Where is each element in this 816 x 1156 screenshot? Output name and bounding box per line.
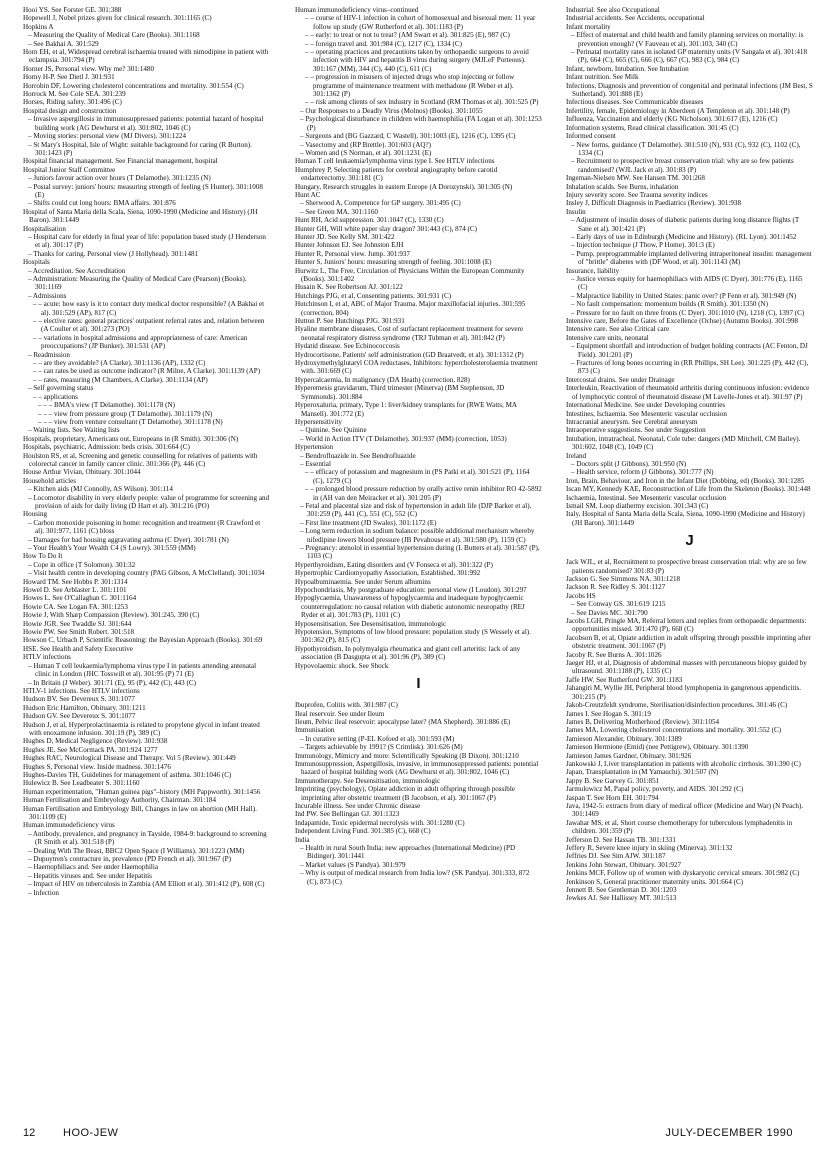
index-entry: Italy, Hospital of Santa Maria della Scala, Siena, 1090-1990 (Medicine and History) (JH Baron). 301:1449 (566, 510, 805, 527)
index-subentry: – Self governing status (28, 384, 94, 393)
index-subentry: – Quinine. See Quinine (300, 426, 367, 435)
index-subentry: – Why is output of medical research from India low? (SK Pandya). 301:333, 872 (C), 873 (C) (300, 869, 530, 886)
index-entry: Jarmulowicz M, Papal policy, poverty, and AIDS. 301:292 (C) (566, 785, 744, 794)
index-entry: Jaspan T. See Horn EH. 301:794 (566, 793, 659, 802)
index-subentry: – Administration: Measuring the Quality of Medical Care (Pearson) (Books). 301:1169 (28, 275, 247, 292)
index-entry: Ischaemia, Intestinal. See Mesenteric vascular occlusion (566, 493, 727, 502)
index-subentry: – Juniors favour action over hours (T Delamothe). 301:1235 (N) (28, 174, 211, 183)
index-entry: Ingeman-Nielsen MW. See Hansen TM. 301:268 (566, 174, 705, 183)
index-subentry: – Hospital care for elderly in final year of life: population based study (J Henderson et al). 301:17 (P) (28, 232, 266, 250)
index-entry: Intubation, intratracheal, Neonatal, Cole tube: dangers (MD Mitchell, CM Bailey). 301:602, 1048 (C), 1049 (C) (566, 434, 801, 452)
index-entry: Howes L. See O'Callaghan C. 301:1164 (23, 594, 137, 603)
index-entry: Human immunodeficiency virus (23, 821, 115, 830)
index-subentry: – Our Responses to a Deadly Virus (Molnos) (Books). 301:1055 (300, 106, 483, 115)
index-subentry: – See Davies MC. 301:790 (571, 608, 648, 617)
index-subentry: – Impact of HIV on tuberculosis in Zambia (AM Elliott et al). 301:412 (P), 608 (C) (28, 880, 265, 889)
index-entry: Imprinting (psychology), Opiate addiction in adult offspring through possible imprinting after obstetric treatment (B Jacobson, et al). 301:1067 (P) (295, 785, 515, 802)
index-subentry: – Thanks for caring. Personal view (J Hollyhead). 301:1481 (28, 249, 199, 258)
index-column-2 (295, 6, 542, 886)
index-entry: Houlston RS, et al, Screening and genetic counselling for relatives of patients with colorectal cancer in family cancer clinic. 301:366 (P), 446 (C) (23, 451, 258, 468)
index-entry: Ileum, Pelvic ileal reservoir: apocalypse later? (MA Shepherd). 301:886 (E) (295, 717, 511, 726)
index-entry: Howie CA. See Logan FA. 301:1253 (23, 602, 128, 611)
index-entry: Hypoalbuminaemia. See under Serum albumins (295, 577, 431, 586)
index-subentry: – – course of HIV-1 infection in cohort of homosexual and bisexual men: 11 year follow up study (GW Rutherford et al). 301:1183 (P) (305, 14, 536, 31)
index-entry: Human experimentation, "Human guinea pigs"–history (MH Pappworth). 301:1456 (23, 787, 261, 796)
index-entry: Jefferson D. See Hassan TB. 301:1331 (566, 835, 676, 844)
index-entry: Hyperemesis gravidarum, Third trimester (Minerva) (BM Stephenson, JD Symmonds). 301:884 (295, 384, 505, 401)
index-entry: Hunter R, Personal view. Jump. 301:937 (295, 249, 410, 258)
index-entry: Hyposensitisation. See Desensitisation, immunologic (295, 619, 447, 628)
index-entry: Insurance, liability (566, 266, 620, 275)
index-subentry: – Carbon monoxide poisoning in home: recognition and treatment (R Crawford et al). 301:977, 1161 (C) bloss (28, 518, 261, 536)
index-entry: Jackson R. See Ridley S. 301:1127 (566, 583, 666, 592)
index-subentry: – Antibody, prevalence, and pregnancy in Tayside, 1984-9: background to screening (R Smith et al). 301:518 (P) (28, 829, 267, 847)
index-entry: Hyaline membrane diseases, Cost of surfactant replacement treatment for severe neonatal respiratory distress syndrome (TRJ Tubman et al). 301:842 (P) (295, 325, 524, 342)
index-entry: Howel D. See Arblaster L. 301:1101 (23, 586, 127, 595)
index-subentry: – – operating practices and precautions taken by orthopaedic surgeons to avoid infection with HIV and hepatitis B virus during surgery (MJLeF Porteous). 301:167 (MM), 344 (C), 440 (C), 611 (C) (305, 48, 529, 73)
index-entry: Jamieson Alexander, Obituary. 301:1389 (566, 734, 682, 743)
index-entry: Hospital design and construction (23, 106, 117, 115)
index-entry: Injury severity score. See Trauma severity indices (566, 190, 708, 199)
index-entry: Hunter S, Juniors' hours: measuring strength of feeling. 301:1008 (E) (295, 258, 492, 267)
page-footer (23, 1125, 793, 1141)
index-subentry: – Effect of maternal and child health and family planning services on mortality: is prevention enough? (V Fauveau et al). 301:103, 340 (C) (571, 31, 804, 48)
index-subentry: – Psychological disturbance in children with haemophilia (FA Logan et al). 301:1253 (P) (300, 115, 542, 132)
index-entry: Hulewicz B. See Leadbeater S. 301:1160 (23, 779, 140, 788)
page-number: 12 (23, 1127, 36, 1139)
section-letter: J (685, 532, 694, 550)
index-entry: Jamieson Hermione (Emid) (nee Pettigrew), Obituary. 301:1390 (566, 743, 749, 752)
index-subentry: – – variations in hospital admissions and appropriateness of care: American preoccupations? (JP Bunker). 301:531 (AP) (33, 333, 248, 351)
index-subentry: – Injection technique (J Thow, P Home). 301:3 (E) (571, 241, 715, 250)
index-entry: Jenkins John Stewart, Obituary. 301:927 (566, 860, 681, 869)
index-subentry: – – elective rates: general practices' outpatient referral rates and, relation between (A Coulter et al). 301:273 (PO) (33, 317, 265, 334)
index-subentry: – Malpractice liability in United States: panic over? (P Fenn et al). 301:949 (N) (571, 291, 797, 300)
index-entry: Hutchinson I, et al, ABC of Major Trauma. Major maxillofacial injuries. 301:595 (correction, 804) (295, 300, 526, 317)
index-entry: Hospital Junior Staff Committee (23, 165, 116, 174)
index-entry: Hypertension (295, 443, 334, 452)
index-subentry: – Fractures of long bones occurring in (RR Phillips, SH Lee). 301:225 (P), 442 (C), 873 (C) (571, 359, 809, 376)
index-entry: Horner JS, Personal view. Why me? 301:1480 (23, 64, 155, 73)
index-entry: Infections, Diagnosis and prevention of congenital and perinatal infections (JM Best, S Sutherland). 301:888 (E) (566, 81, 813, 99)
index-subentry: – – risk among clients of sex industry in Scotland (RM Thomas et al). 301:525 (P) (305, 98, 539, 107)
index-entry: Horrock M. See Cole SEA. 301:239 (23, 90, 126, 99)
index-subentry: – Locomotor disability in very elderly people: value of programme for screening and provision of aids for daily living (D Hart et al). 301:216 (PO) (28, 493, 270, 510)
index-subentry: – World in Action ITV (T Delamothe). 301:937 (MM) (correction, 1053) (300, 434, 507, 443)
index-entry: Hospitalisation (23, 224, 66, 233)
index-subentry: – Equipment shortfall and introduction of budget holding contracts (AC Fenton, DJ Field). 301:201 (P) (571, 342, 808, 359)
index-entry: Husain K. See Robertson AJ. 301:122 (295, 283, 403, 292)
index-entry: Hopewell J, Nobel prizes given for clinical research. 301:1165 (C) (23, 14, 212, 23)
index-entry: James B, Delivering Motherhood (Review). 301:1054 (566, 717, 720, 726)
index-subentry: – Adjustment of insulin doses of diabetic patients during long distance flights (T Sane et al). 301:421 (P) (571, 216, 800, 233)
index-subentry: – Dupuytren's contracture in, prevalence (PD French et al). 301:967 (P) (28, 855, 231, 864)
index-entry: Jeffery R, Severe knee injury in skiing (Minerva). 301:132 (566, 844, 733, 852)
index-subentry: – Women and (S Norman, et al). 301:1231 (E) (300, 148, 432, 157)
index-entry: Household articles (23, 476, 76, 485)
index-entry: Hughes D, Medical Negligence (Review). 301:938 (23, 737, 168, 746)
index-entry: Hyperthyroidism, Eating disorders and (V Fonseca et al). 301:322 (P) (295, 560, 493, 569)
index-subentry: – – – view from venture consultant (T Delamothe). 301:1178 (N) (38, 417, 223, 426)
index-entry: Insley J, Difficult Diagnosis in Paediatrics (Review). 301:938 (566, 199, 742, 208)
index-entry: HTLV infections (23, 653, 71, 662)
index-entry: Intercostal drains. See under Drainage (566, 375, 675, 384)
index-entry: Hutton P. See Hutchings PJG. 301:931 (295, 317, 405, 326)
index-subentry: – Pump, preprogrammable implanted delivering intraperitoneal insulin: management of "brittle" diabetes with (DF Wood, et al). 301:1143 (M) (571, 249, 812, 267)
index-entry: Hospitals, psychiatric, Admission: beds crisis. 301:664 (C) (23, 443, 190, 452)
index-entry: Jaeger HJ, et al, Diagnosis of abdominal masses with percutaneous biopsy guided by ultrasound. 301:1188 (P), 1335 (C) (566, 659, 807, 676)
index-subentry: – Fetal and placental size and risk of hypertension in adult life (DJP Barker et al). 301:259 (P), 441 (C), 551 (C), 552 (C) (300, 501, 532, 519)
index-entry: Horny H-P. See Dietl J. 301:931 (23, 73, 115, 82)
index-entry: Java, 1942-5: extracts from diary of medical officer (Medicine and War) (N Peach). 301:1469 (566, 801, 804, 819)
index-entry: Intestines, Ischaemia. See Mesenteric vascular occlusion (566, 409, 727, 418)
index-entry: Hydrocortisone, Patients' self administration (GD Braatvedt, et al). 301:1312 (P) (295, 350, 524, 359)
index-entry: Immunology, Mimicry and more: Scientifically Speaking (B Dixon). 301:1210 (295, 751, 519, 760)
index-entry: Jewkes AJ. See Hallissey MT. 301:513 (566, 894, 677, 903)
index-entry: Independent Living Fund. 301:385 (C), 668 (C) (295, 827, 431, 836)
index-entry: Jaffe HW. See Rutherford GW. 301:1183 (566, 675, 683, 684)
index-subentry: – – efficacy of potassium and magnesium in (PS Patki et al). 301:521 (P), 1164 (C), 1279 (C) (305, 468, 530, 485)
index-subentry: – Infection (28, 888, 59, 897)
index-entry: Immunosuppression, Aspergillosis, invasive, in immunosuppressed patients: potential hazard of hospital building work (AG Dewhurst et al). 301:802, 1046 (C) (295, 759, 539, 777)
index-entry: Humphrey P, Selecting patients for cerebral angiography before carotid endarterectomy. 301:181 (C) (295, 165, 498, 183)
index-subentry: – – are they avoidable? (A Clarke). 301:1136 (AP), 1332 (C) (33, 359, 206, 368)
index-entry: Howson C, Urbach P, Scientific Reasoning: the Bayesian Approach (Books). 301:69 (23, 636, 263, 645)
index-subentry: – Measuring the Quality of Medical Care (Books). 301:1168 (28, 31, 200, 40)
index-subentry: – – can rates be used as outcome indicator? (R Milne, A Clarke). 301:1139 (AP) (33, 367, 261, 376)
index-entry: Hudson BV. See Devereux S. 301:1077 (23, 695, 135, 704)
index-subentry: – Your Health's Your Wealth C4 (S Lowry). 301:559 (MM) (28, 544, 196, 552)
index-subentry: – Shifts could cut long hours: BMA affairs. 301:876 (28, 199, 176, 208)
index-subentry: – – rates, measuring (M Chambers, A Clarke). 301:1134 (AP) (33, 375, 208, 384)
index-entry: Hudson J, et al, Hyperprolactinaemia is related to propylene glycol in infant treated with enoxamone infusion. 301:19 (P), 389 (C) (23, 720, 260, 737)
index-entry: Intracranial aneurysm. See Cerebral aneurysm (566, 417, 698, 426)
index-entry: Jamieson James Gardner, Obituary. 301:926 (566, 751, 692, 760)
index-subentry: – – prolonged blood pressure reduction by orally active renin inhibitor RO 42-5892 in (AH van den Meiracker et al). 301:205 (P) (305, 485, 542, 502)
index-entry: Hungary, Research struggles in eastern Europe (A Dorozynski). 301:305 (N) (295, 182, 513, 191)
index-subentry: – St Mary's Hospital, Isle of Wight: suitable background for caring (R Burton). 301:1423 (P) (28, 140, 252, 157)
index-subentry: – – foreign travel and. 301:984 (C), 1217 (C), 1334 (C) (305, 39, 463, 48)
index-entry: Jankowski J, Liver transplantation in patients with alcoholic cirrhosis. 301:390 (C) (566, 759, 801, 768)
index-entry: James I. See Hogan S. 301:19 (566, 709, 651, 718)
index-entry: Hunt AC (295, 190, 321, 199)
index-subentry: – First line treatment (JD Swales). 301:1172 (E) (300, 518, 437, 527)
index-subentry: – Health service, reform (J Gibbons). 301:777 (N) (571, 468, 714, 477)
index-entry: Hunter JD. See Kelly SM. 301:422 (295, 232, 395, 241)
index-entry: Jennett B. See Gentleman D. 301:1203 (566, 886, 677, 895)
index-entry: Hughes RAC, Neurological Disease and Therapy. Vol 5 (Review). 301:449 (23, 754, 236, 763)
index-entry: Inhalation scalds. See Burns, inhalation (566, 182, 679, 191)
index-entry: Jenkinson S, General practitioner maternity units. 301:664 (C) (566, 877, 744, 886)
index-entry: Ireland (566, 451, 587, 460)
index-entry: India (295, 835, 310, 844)
index-entry: Ibuprofen, Colitis with. 301:987 (C) (295, 701, 398, 710)
index-entry: Hospital of Santa Maria della Scala, Siena, 1090-1990 (Medicine and History) (JH Baron). 301:1449 (23, 207, 258, 225)
index-entry: HSE. See Health and Safety Executive (23, 644, 133, 653)
index-entry: Hospital financial management. See Financial management, hospital (23, 157, 218, 166)
index-entry: Jawahar MS, et al, Short course chemotherapy for tuberculous lymphadenitis in children. 301:359 (P) (566, 818, 793, 836)
index-entry: James MA, Lowering cholesterol concentrations and mortality. 301:552 (C) (566, 726, 782, 735)
index-entry: Hypotension, Symptoms of low blood pressure: population study (S Wessely et al). 301:362 (P), 815 (C) (295, 628, 531, 645)
index-subentry: – Hepatitis viruses and. See under Hepatitis (28, 871, 152, 880)
index-subentry: – Early days of use in Edinburgh (Medicine and History). (RL Lyon). 301:1452 (571, 232, 797, 241)
index-entry: Industrial. See also Occupational (566, 6, 660, 14)
index-subentry: – In Britain (J Weber). 301:71 (E), 95 (P), 442 (C), 443 (C) (28, 678, 196, 687)
index-subentry: – Essential (300, 459, 331, 468)
index-entry: Ileal reservoir. See under Ileum (295, 709, 385, 718)
index-subentry: – Vasectomy and (RP Brettle). 301:603 (AQ?) (300, 140, 432, 149)
index-entry: Jackson G. See Simmons NA. 301:1218 (566, 575, 681, 583)
index-entry: Howie PW. See Smith Robert. 301:518 (23, 628, 135, 637)
index-entry: Influenza, Vaccination and elderly (KG Nicholson). 301:617 (E), 1216 (C) (566, 115, 778, 124)
index-entry: International Medicine. See under Developing countries (566, 401, 726, 410)
index-subentry: – Bendrofluazide in. See Bendrofluazide (300, 451, 416, 460)
index-entry: Hudson GV. See Devereux S. 301:1077 (23, 712, 136, 721)
index-entry: Infant mortality (566, 22, 611, 31)
index-entry: Infectious diseases. See Communicable diseases (566, 98, 704, 107)
index-entry: Jakob-Creutzfeldt syndrome, Sterilisation/disinfection procedures. 301:46 (C) (566, 701, 788, 710)
index-subentry: – – early: to treat or not to treat? (AM Swart et al). 301:825 (E), 987 (C) (305, 31, 510, 40)
index-subentry: – – – view from pressure group (T Delamothe). 301:1179 (N) (38, 409, 213, 418)
index-entry: Housing (23, 510, 48, 519)
index-entry: Intensive care, Before the Gates of Excellence (Ochse) (Autumn Books). 301:998 (566, 317, 799, 326)
index-entry: Horrobin DF, Lowering cholesterol concentrations and mortality. 301:554 (C) (23, 81, 244, 90)
index-entry: Jenkins MCF, Follow up of women with dyskaryotic cervical smears. 301:982 (C) (566, 869, 800, 878)
index-entry: Howard TM. See Hobbs P. 301:1314 (23, 577, 128, 586)
index-entry: Hypersensitivity (295, 417, 342, 426)
index-entry: Hudson Eric Hamilton, Obituary. 301:1211 (23, 703, 146, 712)
index-entry: Hughes-Davies TH, Guidelines for management of asthma. 301:1046 (C) (23, 770, 232, 779)
index-column-1 (23, 6, 270, 897)
index-column-3 (566, 6, 813, 903)
index-subentry: – Health in rural South India: new approaches (International Medicine) (PD Bidinger). 301:1441 (300, 844, 516, 861)
index-subentry: – No fault compensation: momentum builds (R Smith). 301:1350 (N) (571, 300, 769, 309)
index-entry: Hutchings PJG, et al, Consenting patients. 301:931 (C) (295, 291, 452, 300)
index-subentry: – In curative setting (P-EL Kofoed et al). 301:593 (M) (300, 734, 455, 743)
index-subentry: – Admissions (28, 291, 67, 300)
index-entry: Hurwitz L, The Free, Circulation of Physicians Within the European Community (Books). 301:1402 (295, 266, 525, 283)
index-entry: Intraoperative suggestions. See under Suggestion (566, 426, 706, 435)
index-subentry: – Long term reduction in sodium balance: possible additional mechanism whereby nifedipine lowers blood pressure (JB Pevahouse et al). 301:580 (P), 1159 (C) (300, 527, 535, 544)
index-entry: House Arthur Vivian, Obituary. 301:1044 (23, 468, 141, 477)
index-entry: Hospitals (23, 258, 50, 267)
index-subentry: – Human T cell leukaemia/lymphoma virus type I in patients attending antenatal clinic in London (JHC Tosswill et al). 301:95 (P) 71 (E) (28, 661, 257, 679)
index-entry: Hospitals, proprietary, Americans out, Europeans in (R Smith). 301:306 (N) (23, 434, 239, 443)
index-entry: Jacoby R. See Burns A. 301:1026 (566, 650, 662, 659)
index-entry: Hypovolaemic shock. See Shock (295, 661, 389, 670)
index-entry: Human Fertilisation and Embryology Authority, Chairman. 301:184 (23, 796, 217, 805)
index-entry: Hypercalcaemia, In malignancy (DA Heath) (correction, 828) (295, 375, 470, 384)
index-entry: Jahangiri M, Wyllie JH, Peripheral blood lymphopenia in gangrenous appendicitis. 301:215 (P) (566, 684, 802, 701)
index-entry: Jacobs LGH, Pringle MA, Referral letters and replies from orthopaedic departments: opportunities missed. 301:470 (P), 668 (C) (566, 617, 807, 634)
index-entry: Hypochondriasis, My postgraduate education: personal view (I Loudon). 301:297 (295, 586, 527, 595)
index-subentry: – Waiting lists. See Waiting lists (28, 426, 120, 435)
index-entry: Horses, Riding safety. 301:496 (C) (23, 98, 122, 107)
index-entry: Jack WJL, et al, Recruitment to prospective breast conservation trial: why are so few patients randomised? 301:83 (P) (566, 558, 807, 575)
index-entry: Hughes S, Personal view. Inside madness. 301:1476 (23, 762, 171, 771)
index-entry: Hyperoxaluria, primary, Type 1: liver/kidney transplants for (RWE Watts, MA Mansell). 301:772 (E) (295, 401, 517, 418)
index-entry: Hypertrophic Cardiomyopathy Association, Established. 301:992 (295, 569, 481, 578)
index-entry: Immunisation (295, 726, 335, 735)
index-entry: Infertility, female, Epidemiology in Aberdeen (A Templeton et al). 301:148 (P) (566, 106, 790, 115)
index-entry: Incurable illness. See under Chronic disease (295, 801, 421, 810)
index-subentry: – Postal survey: juniors' hours: measuring strength of feeling (S Hunter). 301:1008 (E) (28, 182, 263, 199)
index-entry: Japan, Transplantation in (M Yamauchi). 301:507 (N) (566, 768, 719, 777)
index-subentry: – Cope in office (T Solomon). 301:32 (28, 560, 136, 569)
index-entry: Intensive care units, neonatal (566, 333, 649, 342)
index-subentry: – Visit health centre in developing country (PAG Gibson, A McClelland). 301:1034 (28, 569, 265, 578)
index-entry: Indapamide, Toxic epidermal necrolysis with. 301:1280 (C) (295, 818, 465, 827)
index-entry: Infant nutrition. See Milk (566, 73, 639, 82)
index-entry: Hypoglycaemia, Unawareness of hypoglycaemia and inadequate hypoglycaemic counterregulation: no causal relation with diabetic autonomic neuropathy (REJ Ryder et al). 301:783 (P), 1101 (C) (295, 594, 525, 620)
index-entry: Interleukin, Reactivation of rheumatoid arthritis during continuous infusion: evidence of lymphocytic control of rheumatoid disease (M Lavelle-Jones et al). 301:97 (P) (566, 384, 810, 401)
index-subentry: – See Green MA. 301:1160 (300, 207, 378, 216)
index-entry: Intensive care. See also Critical care (566, 325, 670, 334)
index-entry: Iscan MY, Kennedy KAE, Reconstruction of Life from the Skeleton (Books). 301:448 (566, 485, 811, 494)
index-entry: Infant, newborn, Intubation. See Intubation (566, 64, 689, 73)
index-entry: HTLV-1 infections. See HTLV infections (23, 686, 140, 695)
index-subentry: – – applications (33, 392, 78, 401)
index-entry: Human immunodeficiency virus–continued (295, 6, 419, 14)
index-entry: Hunter Johnson EJ. See Johnston EJH (295, 241, 404, 250)
index-entry: Immunotherapy. See Desensitisation, immunologic (295, 776, 441, 785)
index-range: HOO-JEW (63, 1127, 119, 1139)
index-entry: Hughes JE. See McCormack PA. 301:924 1277 (23, 745, 158, 754)
index-subentry: – – – BMA's view (T Delamothe). 301:1178 (N) (38, 401, 176, 410)
index-subentry: – – progression in misusers of injected drugs who stop injecting or follow programme of maintenance treatment with methadone (R Weber et al). 301:1362 (P) (305, 73, 515, 99)
index-entry: Human Fertilisation and Embryology Bill, Changes in law on abortion (MH Hall). 301:1109 (E) (23, 804, 257, 821)
index-entry: Howie J, With Sharp Compassion (Review). 301:245, 390 (C) (23, 611, 200, 620)
index-subentry: – Accreditation. See Accreditation (28, 266, 126, 275)
index-subentry: – Invasive aspergillosis in immunosuppressed patients: potential hazard of hospital building work (AG Dewhurst et al). 301:802, 1046 (C) (28, 115, 264, 132)
index-entry: Iron, Brain, Behaviour, and Iron in the Infant Diet (Dobbing, ed) (Books). 301:1285 (566, 476, 805, 485)
index-entry: Jappy B. See Garvey G. 301:851 (566, 776, 660, 785)
index-entry: Industrial accidents. See Accidents, occupational (566, 14, 705, 23)
index-entry: Jeffries DJ. See Sim AJW. 301:187 (566, 852, 666, 861)
index-entry: Hydatid disease. See Echinococcosis (295, 342, 400, 351)
index-subentry: – – acute: how easy is it to contact duty medical doctor responsible? (A Bakhai et al). 301:529 (AP), 817 (C) (33, 300, 265, 317)
index-subentry: – Pregnancy: atenolol in essential hypertension during (L Butters et al). 301:587 (P), 1103 (C) (300, 544, 540, 561)
index-entry: Hypothyroidism, In polymyalgia rheumatica and giant cell arteritis: lack of any association (B Dasgupta et al). 301:96 (P), 389 (C) (295, 644, 521, 662)
issue-date: JULY-DECEMBER 1990 (665, 1127, 793, 1139)
index-entry: Hopkins A (23, 22, 54, 31)
index-subentry: – See Bakhai A. 301:529 (28, 39, 99, 48)
index-subentry: – Sherwood A, Competence for GP surgery. 301:495 (C) (300, 199, 461, 208)
index-subentry: – Moving stories: personal view (MJ Divers). 301:1224 (28, 132, 187, 141)
index-entry: Ind PW. See Bellingan GJ. 301:1323 (295, 810, 400, 819)
index-entry: Howie JGR. See Twaddle SJ. 301:644 (23, 619, 132, 628)
index-subentry: – Targets achievable by 1991? (S Crimlisk). 301:626 (M) (300, 743, 463, 752)
index-entry: Ismail SM, Loop diathermy excision. 301:343 (C) (566, 501, 709, 510)
index-subentry: – Haemophiliacs and. See under Haemophilia (28, 863, 159, 872)
index-subentry: – Market values (S Pandya). 301:979 (300, 860, 406, 869)
index-entry: Hunt RH, Acid suppression. 301:1047 (C), 1330 (C) (295, 216, 444, 225)
index-entry: Jacobson B, et al, Opiate addiction in adult offspring through possible imprinting after obstetric treatment. 301:1067 (P) (566, 633, 811, 651)
section-letter: I (416, 675, 421, 693)
index-entry: Human T cell leukaemia/lymphoma virus type I. See HTLV infections (295, 157, 495, 166)
index-entry: Information systems, Read clinical classification. 301:45 (C) (566, 123, 739, 132)
index-entry: Hooi YS. See Forster GE. 301:388 (23, 6, 122, 14)
index-subentry: – Dealing With The Beast, BBC2 Open Space (I Williams). 301:1223 (MM) (28, 846, 245, 855)
index-subentry: – Justice versus equity for haemophiliacs with AIDS (C Dyer). 301:776 (E), 1165 (C) (571, 275, 803, 292)
index-subentry: – See Conway GS. 301:619 1215 (571, 600, 666, 609)
index-subentry: – Pressure for no fault on three fronts (C Dyer). 301:1010 (N), 1218 (C), 1397 (C) (571, 308, 805, 317)
index-subentry: – Damages for bad housing aggravating asthma (C Dyer). 301:781 (N) (28, 535, 229, 544)
index-subentry: – Doctors split (J Gibbons). 301:950 (N) (571, 459, 687, 468)
index-entry: Hunter GH, Will white paper slay dragon? 301:443 (C), 874 (C) (295, 224, 478, 233)
index-subentry: – Perinatal mortality rates in isolated GP maternity units (V Sangala et al). 301:418 (P), 664 (C), 665 (C), 666 (C), 667 (C), 983 (C), 984 (C) (571, 48, 808, 65)
index-entry: Informed consent (566, 132, 616, 141)
index-subentry: – Recruitment to prospective breast conservation trial: why are so few patients randomised? (WJL Jack et al). 301:83 (P) (571, 157, 794, 174)
index-subentry: – New forms, guidance (T Delamothe). 301:510 (N), 931 (C), 932 (C), 1102 (C), 1334 (C) (571, 140, 801, 157)
index-entry: Jacobs HS (566, 591, 596, 600)
index-entry: How To Do It (23, 552, 63, 561)
index-entry: Insulin (566, 207, 586, 216)
index-entry: Horn EH, et al, Widespread cerebral ischaemia treated with nimodipine in patient with eclampsia. 301:794 (P) (23, 48, 269, 65)
index-subentry: – Kitchen aids (MJ Connolly, AS Wilson). 301:114 (28, 485, 173, 494)
index-subentry: – Readmission (28, 350, 70, 359)
index-entry: Hydroxymethylglutaryl COA reductases, Inhibitors: hypercholesterolaemia treatment with. 301:669 (C) (295, 359, 538, 376)
index-subentry: – Surgeons and (BG Gazzard, C Wastell). 301:1003 (E), 1216 (C), 1395 (C) (300, 132, 516, 141)
